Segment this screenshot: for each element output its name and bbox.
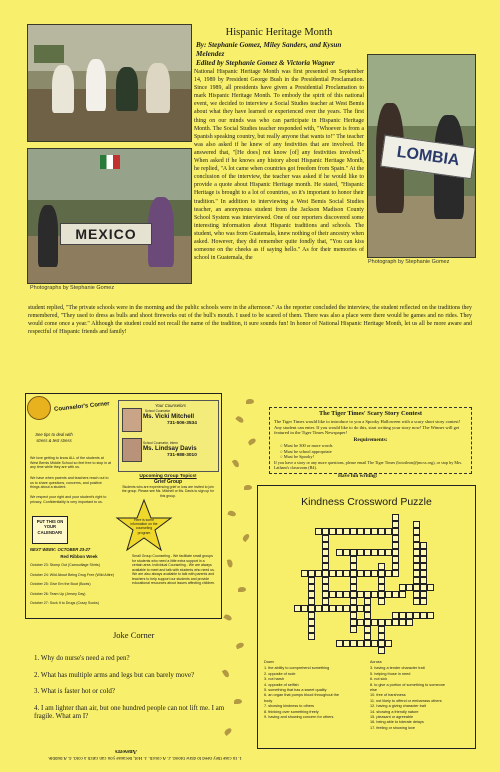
down-clues-title: Down [264, 660, 274, 664]
crossword-cell[interactable] [420, 542, 427, 549]
crossword-cell[interactable] [357, 570, 364, 577]
counselor-phone-2: 731-988-3010 [167, 453, 197, 458]
crossword-cell[interactable] [385, 528, 392, 535]
crossword-cell[interactable] [378, 591, 385, 598]
answers-text: 1. In case they need to draw blood. 2. A couch. 3. Hot, because you can catch a cold. 4. A bubble. [47, 755, 242, 760]
crossword-cell[interactable] [364, 640, 371, 647]
down-clue: 6. an organ that pumps blood throughout the [264, 693, 339, 698]
crossword-cell[interactable] [308, 577, 315, 584]
joke-corner [34, 654, 239, 721]
crossword-cell[interactable] [357, 605, 364, 612]
crossword-cell[interactable] [399, 612, 406, 619]
crossword-cell[interactable] [399, 591, 406, 598]
req-2: Must be school appropriate [283, 448, 332, 454]
req-bullet-1: ○ [280, 443, 284, 448]
across-clues [370, 660, 473, 731]
crossword-cell[interactable] [392, 528, 399, 535]
parade-photo-top [27, 24, 192, 142]
crossword-cell[interactable] [364, 528, 371, 535]
crossword-cell[interactable] [364, 633, 371, 640]
article-editors: Edited by Stephanie Gomez & Victoria Wagner [196, 59, 335, 67]
crossword-cell[interactable] [371, 619, 378, 626]
crossword-cell[interactable] [413, 584, 420, 591]
red-ribbon-week [30, 547, 128, 609]
article-body-column: National Hispanic Heritage Month was first presented on September 14, 1989 by President George Bush in the Presidential Proclamation. Since 1989, all presidents have given a Presidential Proclamation to mark Hispanic Heritage Month. To embody the spirit of this national event, we decided to interview a Social Studies teacher at West Bemis about what they have learned or experienced over the years. The first thing on our minds was who can participate in Hispanic Heritage Month. The Social Studies teacher responded with, "Whoever is from a Spanish speaking country, but really anyone that wants to!" The teacher was also asked if he knew of any festivities that are involved. He answered that, "[He does] not know [of] any festivities involved." When asked if he knows any history about Hispanic Heritage Month, he replied, "A lot came when countries got freedom from Spain." At the conclusion of the interview, the teacher was asked if he would like to provide a quote about Hispanic Heritage month. He stated, "Hispanic Heritage is brought to a lot of countries, so it's important to honor their tradition." In addition to interviewing a West Bemis Social Studies teacher, an anonymous student from the Jackson Madison County School System was interviewed. One of our reporters discovered some interesting information about Hispanic traditions and schools. The student, who was from Guatemala, knew nothing of their ancestry when asked. However, they did remember quite fondly that, "You can kiss someone on the cheeks as if saying hello." As for their memories of school in Guatemala, the [194, 69, 364, 262]
crossword-cell[interactable] [413, 549, 420, 556]
crossword-cell[interactable] [392, 591, 399, 598]
star-text: Here is some information on the counseling program [130, 518, 158, 535]
crossword-cell[interactable] [308, 598, 315, 605]
crossword-cell[interactable] [378, 633, 385, 640]
crossword-cell[interactable] [322, 549, 329, 556]
crossword-cell[interactable] [413, 521, 420, 528]
crossword-cell[interactable] [378, 640, 385, 647]
crossword-cell[interactable] [392, 556, 399, 563]
crossword-cell[interactable] [392, 619, 399, 626]
crossword-cell[interactable] [308, 619, 315, 626]
crossword-cell[interactable] [385, 570, 392, 577]
crossword-cell[interactable] [378, 647, 385, 654]
down-clue: 2. opposite of rude [264, 671, 296, 676]
crossword-cell[interactable] [329, 570, 336, 577]
crossword-cell[interactable] [364, 598, 371, 605]
crossword-cell[interactable] [343, 570, 350, 577]
across-clue: 12. having a giving character trait [370, 704, 426, 709]
crossword-cell[interactable] [343, 605, 350, 612]
across-clue: 17. feeling or showing love [370, 725, 415, 730]
across-clue: 3. having a tender character trait [370, 666, 425, 671]
article-byline [196, 41, 371, 68]
crossword-cell[interactable] [322, 556, 329, 563]
crossword-cell[interactable] [350, 591, 357, 598]
crossword-cell[interactable] [378, 577, 385, 584]
crossword-cell[interactable] [350, 640, 357, 647]
crossword-cell[interactable] [350, 570, 357, 577]
crossword-cell[interactable] [420, 570, 427, 577]
crossword-cell[interactable] [378, 570, 385, 577]
counselor-intro-3: We respect your right and your student's right to privacy. Confidentiality is very important to us. [30, 495, 107, 504]
crossword-cell[interactable] [308, 626, 315, 633]
crossword-cell[interactable] [392, 612, 399, 619]
counselor-contacts [118, 400, 219, 472]
crossword-cell[interactable] [336, 605, 343, 612]
joke-1: 1. Why do nurse's need a red pen? [34, 654, 130, 662]
kindness-crossword [257, 485, 476, 749]
across-clue: 16. being able to tolerate delays [370, 720, 424, 725]
crossword-cell[interactable] [371, 640, 378, 647]
crossword-cell[interactable] [406, 612, 413, 619]
contest-requirements [280, 443, 332, 460]
req-bullet-2: ○ [280, 448, 284, 454]
red-ribbon-title: Red Ribbon Week [60, 554, 98, 559]
crossword-cell[interactable] [322, 605, 329, 612]
crossword-cell[interactable] [413, 563, 420, 570]
crossword-cell[interactable] [371, 570, 378, 577]
colombia-banner-text: LOMBIA [395, 143, 461, 170]
crossword-cell[interactable] [378, 528, 385, 535]
crossword-cell[interactable] [371, 528, 378, 535]
photo-caption-left: Photographs by Stephanie Gomez [30, 285, 115, 291]
joke-3: 3. What is faster hot or cold? [34, 687, 115, 696]
crossword-cell[interactable] [378, 584, 385, 591]
crossword-cell[interactable] [301, 605, 308, 612]
crossword-cell[interactable] [406, 619, 413, 626]
down-clue: 8. thinking over something freely [264, 709, 319, 714]
crossword-cell[interactable] [308, 570, 315, 577]
crossword-cell[interactable] [385, 619, 392, 626]
crossword-cell[interactable] [385, 549, 392, 556]
down-clues [264, 660, 368, 720]
across-clue: 15. pleasant or agreeable [370, 715, 414, 720]
mexico-banner [60, 223, 152, 245]
joke-corner-title: Joke Corner [113, 630, 155, 640]
crossword-cell[interactable] [350, 528, 357, 535]
group-topics-title: Upcoming Group Topics! [139, 474, 197, 479]
crossword-cell[interactable] [385, 640, 392, 647]
crossword-cell[interactable] [392, 514, 399, 521]
crossword-cell[interactable] [350, 584, 357, 591]
req-1: Must be 300 or more words [283, 443, 333, 448]
crossword-cell[interactable] [350, 577, 357, 584]
crossword-cell[interactable] [294, 605, 301, 612]
crossword-cell[interactable] [350, 556, 357, 563]
crossword-cell[interactable] [350, 549, 357, 556]
crossword-cell[interactable] [357, 619, 364, 626]
crossword-cell[interactable] [371, 549, 378, 556]
crossword-cell[interactable] [392, 535, 399, 542]
crossword-cell[interactable] [364, 605, 371, 612]
down-clue: 4. opposite of selfish [264, 682, 299, 687]
crossword-cell[interactable] [329, 591, 336, 598]
contest-intro: The Tiger Times would like to introduce to you a Spooky Halloween with a scary short story contest! Any student can enter. If you would like to do this, start writing your story now! The Winner will get featured in the Tiger Times Newspaper! [274, 419, 461, 436]
crossword-cell[interactable] [420, 549, 427, 556]
crossword-cell[interactable] [378, 619, 385, 626]
crossword-cell[interactable] [322, 535, 329, 542]
crossword-cell[interactable] [308, 612, 315, 619]
crossword-cell[interactable] [329, 605, 336, 612]
red-ribbon-oct25: October 25: Give Em the Boot (Boots) [30, 582, 91, 586]
crossword-cell[interactable] [420, 577, 427, 584]
crossword-cell[interactable] [343, 549, 350, 556]
crossword-cell[interactable] [413, 535, 420, 542]
crossword-cell[interactable] [315, 528, 322, 535]
crossword-cell[interactable] [413, 556, 420, 563]
across-clues-title: Across [370, 660, 382, 664]
crossword-cell[interactable] [336, 528, 343, 535]
stress-tip-note: See tips to deal with stress & test stress [35, 432, 73, 443]
crossword-cell[interactable] [364, 570, 371, 577]
down-clue: 5. something that has a sweet quality [264, 688, 327, 693]
crossword-cell[interactable] [322, 584, 329, 591]
crossword-cell[interactable] [322, 591, 329, 598]
crossword-cell[interactable] [350, 619, 357, 626]
crossword-cell[interactable] [378, 563, 385, 570]
counselor-photo-2 [122, 438, 142, 462]
contest-title: The Tiger Times' Scary Story Contest [319, 410, 422, 417]
crossword-title: Kindness Crossword Puzzle [301, 496, 432, 508]
crossword-cell[interactable] [343, 640, 350, 647]
counselors-corner-title: Counselor's Corner [53, 401, 110, 413]
colombia-parade-photo [367, 54, 476, 258]
article-body-full: student replied, "The private schools were in the morning and the public schools were in the afternoon." As the reporter concluded the interview, the student reflected on the traditions they remembered, "They used to dress as bulls and shoot fireworks out of the bull's mouth. I used to be scared of them. There was also a place were there would be games and no rides. They would come once a year." Although the student could not recall the name of the tradition, it sure sounds fun! In honor of National Hispanic Heritage Month, let us all be more aware and respectful of Hispanic friends and family! [28, 305, 472, 336]
crossword-cell[interactable] [392, 521, 399, 528]
crossword-cell[interactable] [413, 570, 420, 577]
crossword-cell[interactable] [413, 591, 420, 598]
red-ribbon-dates: NEXT WEEK: OCTOBER 23-27 [30, 547, 91, 552]
crossword-cell[interactable] [420, 598, 427, 605]
crossword-cell[interactable] [322, 542, 329, 549]
crossword-cell[interactable] [371, 591, 378, 598]
crossword-cell[interactable] [413, 598, 420, 605]
small-group-counseling: Small Group Counseling - We facilitate small groups for students who need a little extra support in a certain area. Individual Counseling - We are always available to meet and talk with students who need us. We are also always available to talk with parents and teachers to help support our students and provide educational resources about issues affecting children. [132, 554, 216, 585]
counselor-name-1: Ms. Vicki Mitchell [143, 413, 195, 420]
crossword-cell[interactable] [392, 542, 399, 549]
crossword-cell[interactable] [336, 549, 343, 556]
counselor-role-2: School Counselor, Intern [143, 441, 178, 445]
contacts-title: Your Counselors [155, 403, 186, 408]
crossword-cell[interactable] [322, 570, 329, 577]
across-clue: 8. to give a portion of something to someone [370, 682, 445, 687]
crossword-cell[interactable] [322, 577, 329, 584]
across-clue: 10. free of harshness [370, 693, 406, 698]
scary-story-contest [269, 407, 472, 474]
mexico-banner-text: MEXICO [75, 226, 137, 242]
crossword-cell[interactable] [385, 591, 392, 598]
crossword-cell[interactable] [322, 563, 329, 570]
crossword-cell[interactable] [315, 605, 322, 612]
red-ribbon-oct24: October 24: Wild About Being Drug Free (Wild Attire) [30, 572, 114, 577]
counselor-phone-1: 731-506-3534 [167, 421, 197, 426]
counselor-intro-2: We have when parents and teachers reach out to us to share questions, concerns, and positive things about a student. [30, 476, 109, 490]
crossword-cell[interactable] [357, 640, 364, 647]
crossword-cell[interactable] [336, 640, 343, 647]
across-clue: 14. showing a friendly nature [370, 709, 419, 714]
crossword-cell[interactable] [364, 591, 371, 598]
calendar-icon [32, 516, 68, 544]
red-ribbon-oct23: October 23: Stomp Out (Camouflage Shirts) [30, 563, 100, 567]
crossword-cell[interactable] [364, 626, 371, 633]
crossword-cell[interactable] [427, 584, 434, 591]
across-clue: 11. not likely to offend or embarrass others [370, 698, 442, 703]
crossword-cell[interactable] [399, 584, 406, 591]
crossword-cell[interactable] [329, 528, 336, 535]
crossword-cell[interactable] [399, 619, 406, 626]
red-ribbon-oct27: October 27: Sock It to Drugs (Crazy Socks) [30, 601, 99, 605]
contest-contact: If you have a story or any more questions, please email The Tiger Times (bctotleon@jmcss.org), or stop by Mrs. Latham's classroom (B4). [274, 460, 463, 470]
down-clue: 7. showing kindness to others [264, 704, 315, 709]
crossword-cell[interactable] [343, 528, 350, 535]
crossword-cell[interactable] [322, 528, 329, 535]
crossword-cell[interactable] [413, 577, 420, 584]
crossword-cell[interactable] [392, 563, 399, 570]
across-clue: 6. not sick [370, 677, 388, 682]
req-bullet-3: ○ [280, 454, 284, 460]
crossword-cell[interactable] [308, 605, 315, 612]
put-this-on-calendar: PUT THIS ON YOUR CALENDAR! [36, 519, 64, 535]
counselor-role-1: School Counselor [145, 409, 171, 413]
crossword-cell[interactable] [343, 591, 350, 598]
down-clue: 3. not harsh [264, 677, 285, 682]
crossword-cell[interactable] [364, 612, 371, 619]
mexico-parade-photo [27, 148, 192, 284]
counselor-photo-1 [122, 408, 142, 432]
counselor-intro-1: We love getting to know ALL of the students at West Bemis Middle School so feel free to stop in at any time while they are with us. [30, 456, 112, 470]
photo-caption-right: Photograph by Stephanie Gomez [368, 259, 450, 265]
crossword-cell[interactable] [350, 598, 357, 605]
crossword-cell[interactable] [322, 598, 329, 605]
counselor-name-2: Ms. Lindsay Davis [143, 445, 197, 452]
group-topics [120, 474, 216, 498]
group-topics-sub: Grief Group [153, 479, 183, 485]
red-ribbon-oct26: October 26: Team Up (Jersey Day) [30, 591, 86, 596]
sun-icon [27, 396, 51, 420]
down-clue: body [264, 698, 273, 703]
article-title: Hispanic Heritage Month [225, 27, 333, 38]
crossword-cell[interactable] [308, 591, 315, 598]
crossword-cell[interactable] [350, 563, 357, 570]
crossword-cell[interactable] [357, 528, 364, 535]
crossword-cell[interactable] [364, 549, 371, 556]
crossword-grid[interactable] [294, 514, 444, 652]
down-clue: 9. having and showing concern for others [264, 715, 334, 720]
crossword-cell[interactable] [392, 570, 399, 577]
crossword-cell[interactable] [378, 626, 385, 633]
across-clue: 5. helping those in need [370, 671, 411, 676]
down-clue: 1. the ability to comprehend something [264, 666, 330, 671]
crossword-cell[interactable] [336, 591, 343, 598]
crossword-cell[interactable] [357, 549, 364, 556]
crossword-cell[interactable] [420, 556, 427, 563]
crossword-cell[interactable] [336, 570, 343, 577]
across-clue: else [370, 688, 377, 693]
article-authors: By: Stephanie Gomez, Miley Sanders, and Kysun Melendez [196, 41, 342, 58]
joke-4: 4. I am lighter than air, but one hundred people can not lift me. I am fragile. What am I? [34, 703, 225, 721]
info-star-icon [114, 498, 174, 554]
req-3: Must be Spooky! [283, 454, 314, 460]
contest-requirements-title: Requirements: [353, 437, 388, 443]
contest-signoff: Have fun writing! [338, 473, 378, 479]
crossword-cell[interactable] [427, 612, 434, 619]
crossword-cell[interactable] [413, 528, 420, 535]
crossword-cell[interactable] [378, 598, 385, 605]
crossword-cell[interactable] [364, 619, 371, 626]
crossword-cell[interactable] [420, 612, 427, 619]
crossword-cell[interactable] [308, 633, 315, 640]
answers-title: Answers [115, 748, 137, 754]
crossword-cell[interactable] [413, 612, 420, 619]
crossword-cell[interactable] [301, 570, 308, 577]
crossword-cell[interactable] [420, 563, 427, 570]
crossword-cell[interactable] [406, 584, 413, 591]
crossword-cell[interactable] [350, 605, 357, 612]
crossword-cell[interactable] [420, 591, 427, 598]
crossword-cell[interactable] [420, 584, 427, 591]
counselors-corner [25, 393, 222, 619]
crossword-cell[interactable] [315, 570, 322, 577]
crossword-cell[interactable] [378, 549, 385, 556]
crossword-cell[interactable] [308, 584, 315, 591]
crossword-cell[interactable] [350, 626, 357, 633]
joke-2: 2. What has multiple arms and legs but can barely move? [34, 670, 195, 679]
crossword-cell[interactable] [413, 542, 420, 549]
crossword-cell[interactable] [357, 591, 364, 598]
crossword-cell[interactable] [392, 549, 399, 556]
group-topics-text: Students who are experiencing grief or loss are invited to join the group. Please see Ms. Mitchell or Ms. Davis to sign up for this group. [121, 485, 215, 498]
crossword-cell[interactable] [350, 612, 357, 619]
